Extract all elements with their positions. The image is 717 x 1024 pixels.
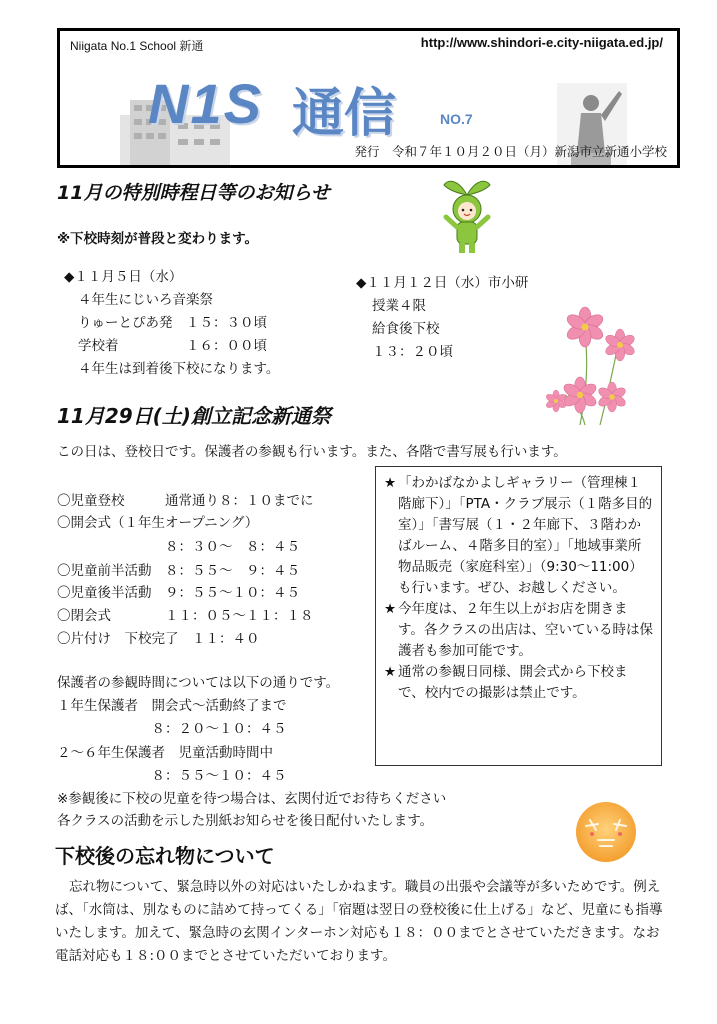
newsletter-header — [57, 28, 680, 168]
lost-items-paragraph: 忘れ物について、緊急時以外の対応はいたしかねます。職員の出張や会議等が多いためです。例えば、「水筒は、別なものに詰めて持ってくる」「宿題は翌日の登校後に仕上げる」など、児童にも指導いたします。加えて、緊急時の玄関インターホン対応も１８：００までとさせていただきます。なお電話対応も１８:００までとさせていただいております。 — [55, 879, 663, 964]
section3-title: 下校後の忘れ物について — [55, 844, 275, 868]
schedule-item: 〇開会式（１年生オープニング） — [57, 515, 259, 531]
visit-line: 各クラスの活動を示した別紙お知らせを後日配付いたします。 — [57, 813, 434, 829]
newsletter-title: 通信 — [292, 84, 397, 144]
schedule-item: 〇閉会式 １１：０５～１１：１８ — [57, 608, 314, 624]
schedule-item: 〇片付け 下校完了 １１：４０ — [57, 631, 260, 647]
nov5-heading: ◆１１月５日（水） — [64, 269, 183, 285]
schedule-item: 〇児童前半活動 ８：５５～ ９：４５ — [57, 563, 300, 579]
visit-line: ※参観後に下校の児童を待つ場合は、玄関付近でお待ちください — [57, 791, 447, 807]
schedule-change-notice: ※下校時刻が普段と変わります。 — [57, 231, 259, 247]
schedule-item: 〇児童登校 通常通り８：１０までに — [57, 493, 314, 509]
nov5-line: 学校着 １６：００頃 — [78, 338, 267, 354]
schedule-item: 〇児童後半活動 ９：５５～１０：４５ — [57, 585, 300, 601]
cosmos-flower-icon — [540, 305, 645, 430]
nov12-line: １３：２０頃 — [372, 344, 453, 360]
nov5-line: りゅーとぴあ発 １５：３０頃 — [78, 315, 267, 331]
nov5-line: ４年生にじいろ音楽祭 — [78, 292, 213, 308]
nov12-line: 授業４限 — [372, 298, 426, 314]
moon-face-icon — [570, 800, 642, 866]
logo-text: N1S — [148, 72, 263, 135]
star-icon: ★ — [384, 475, 397, 491]
info-item: ★ 通常の参観日同様、開会式から下校まで、校内での撮影は禁止です。 — [384, 662, 653, 704]
schedule-item: ８：３０～ ８：４５ — [57, 539, 300, 555]
nov12-heading: ◆１１月１２日（水）市小研 — [356, 275, 529, 291]
visit-line: ２～６年生保護者 児童活動時間中 — [57, 745, 273, 761]
sprout-mascot-icon — [440, 175, 494, 255]
festival-intro: この日は、登校日です。保護者の参観も行います。また、各階で書写展も行います。 — [57, 444, 567, 460]
star-icon: ★ — [384, 664, 397, 680]
section2-title: 11月29日(土)創立記念新通祭 — [57, 404, 331, 428]
star-icon: ★ — [384, 601, 397, 617]
nov12-line: 給食後下校 — [372, 321, 440, 337]
school-name: Niigata No.1 School 新通 — [70, 39, 204, 53]
visit-line: １年生保護者 開会式～活動終了まで — [57, 698, 287, 714]
nov5-line: ４年生は到着後下校になります。 — [78, 361, 280, 377]
info-item: ★ 「わかばなかよしギャラリー（管理棟１階廊下）」「PTA・クラブ展示（１階多目的室）」「書写展（１・２年廊下、３階わかばルーム、４階多目的室）」「地域事業所物品販売（家庭科室）」（9:30～11:00）も行います。ぜひ、お越しください。 — [384, 473, 653, 599]
issue-number: NO.7 — [440, 111, 473, 127]
school-url[interactable]: http://www.shindori-e.city-niigata.ed.jp/ — [420, 35, 663, 50]
visit-line: 保護者の参観時間については以下の通りです。 — [57, 675, 340, 691]
section1-title: 11月の特別時程日等のお知らせ — [57, 182, 330, 204]
visit-line: ８：５５～１０：４５ — [57, 768, 287, 784]
info-item: ★ 今年度は、２年生以上がお店を開きます。各クラスの出店は、空いている時は保護者も参加可能です。 — [384, 599, 653, 662]
issue-date: 発行 令和７年１０月２０日（月）新潟市立新通小学校 — [354, 144, 667, 159]
visit-line: ８：２０～１０：４５ — [57, 721, 287, 737]
festival-info-box — [375, 466, 662, 766]
